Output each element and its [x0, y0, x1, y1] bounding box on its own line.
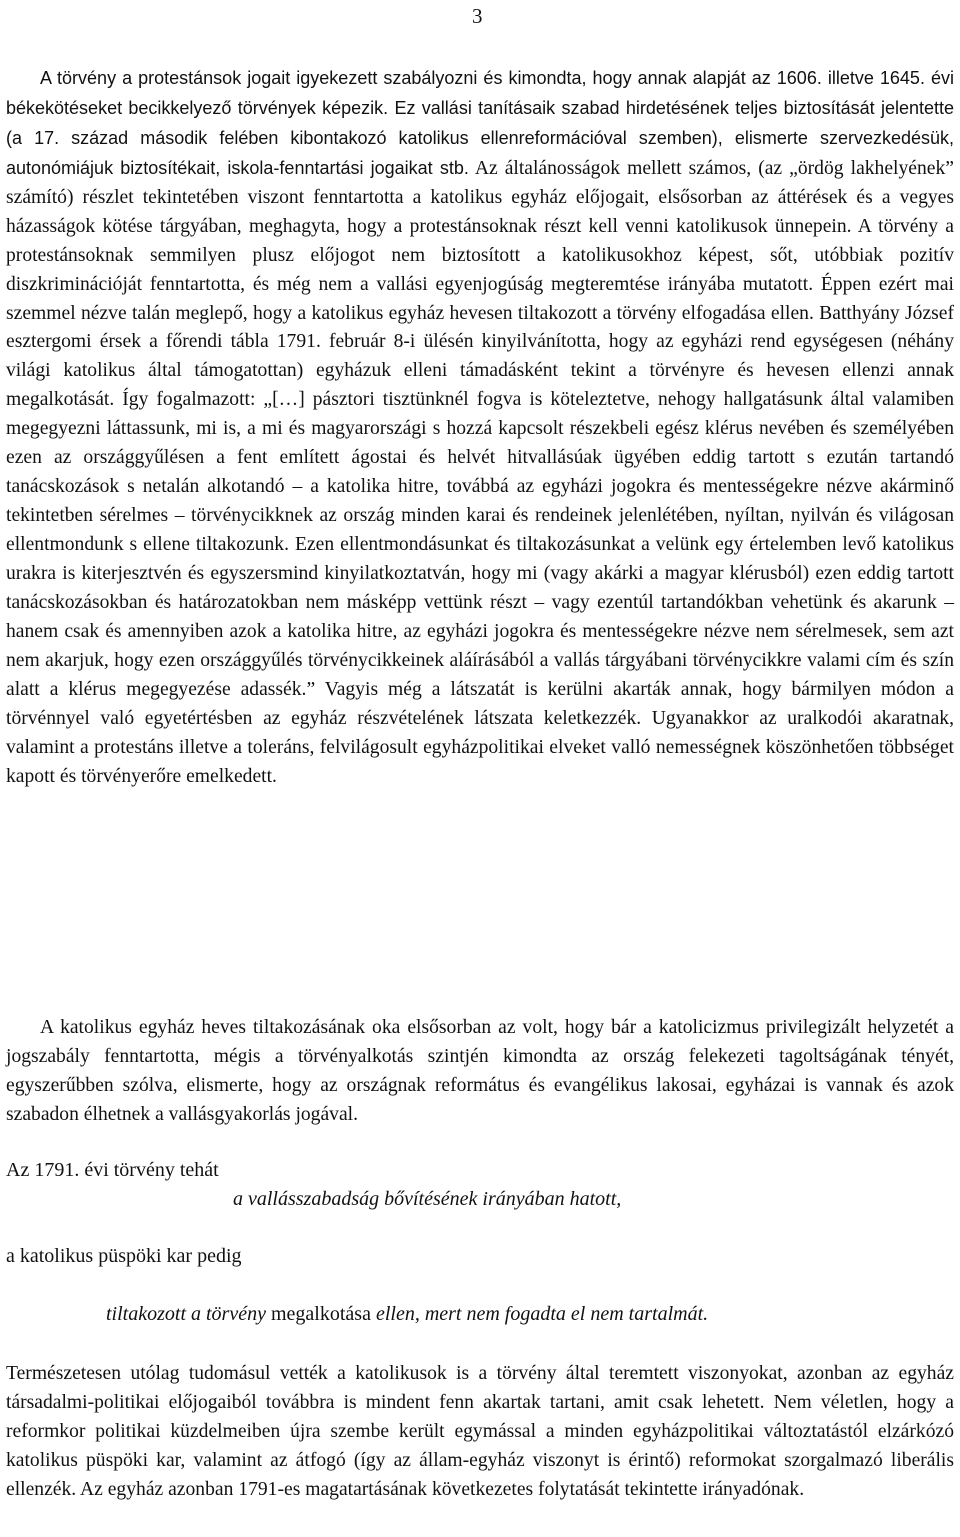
conclusion-line-4-rest: ellen, mert nem fogadta el nem tartalmát. [375, 1303, 709, 1325]
paragraph-1-serif-part: Az általánosságok mellett számos, (az „ördög lakhelyének” számító) részlet tekintetében viszont fenntartotta a katolikus egyház előjogait, elsősorban az áttérések és a vegyes házasságok kötése tárgyában, meghagyta, hogy a protestánsoknak részt kell venni katolikusok ünnepein. A törvény a protestánsoknak semmilyen plusz előjogot nem biztosított a katolikusokhoz képest, sőt, utóbbiak pozitív diszkriminációját fenntartotta, és még nem a vallási egyenjogúság megteremtése irányába mutatott. Éppen ezért mai szemmel nézve talán meglepő, hogy a katolikus egyház hevesen tiltakozott a törvény elfogadása ellen. Batthyány József esztergomi érsek a főrendi tábla 1791. február 8-i ülésén kinyilvánította, hogy az egyházi rend egységesen (néhány világi katolikus által támogatottan) egyházuk elleni támadásként tekint a törvényre és hevesen ellenzi annak megalkotását. Így fogalmazott: „[…] pásztori tisztünknél fogva is köteleztetve, nehogy hallgatásunk által valamiben megegyezni láttassunk, mi is, a mi és magyarországi s hozzá kapcsolt részekbeli egész klérus nevében és személyében ezen az országgyűlésen a fent említett ágostai és helvét hitvallásúak ügyében eddig tartott s ezután tartandó tanácskozások s netalán alkotandó – a katolika hitre, továbbá az egyházi jogokra és mentességekre nézve akárminő tekintetben sérelmes – törvénycikknek az ország minden karai és rendeinek jelenlétében, nyíltan, nyilván és világosan ellentmondunk s ellene tiltakozunk. Ezen ellentmondásunkat és tiltakozásunkat a velünk egy értelemben levő katolikus urakra is kiterjesztvén és egyszersmind kinyilatkoztatván, hogy mi (vagy akárki a magyar klérusból) ezen eddig tartott tanácskozásokban és határozatokban nem másképp vettünk részt – vagy ezentúl tartandókban vehetünk és akarunk – hanem csak és amennyiben azok a katolika hitre, az egyházi jogokra és mentességekre nézve nem sérelmesek, sem azt nem akarjuk, hogy ezen országgyűlés törvénycikkeinek aláírásából a vallás tárgyábani törvénycikkre valami cím és szín alatt a klérus megegyezése adassék.” Vagyis még a látszatát is kerülni akarták annak, hogy bármilyen módon a törvénnyel való egyetértésben az egyház részvételének látszata keletkezzék. Ugyanakkor az uralkodói akaratnak, valamint a protestáns illetve a toleráns, felvilágosult egyházpolitikai elveket valló nemességnek köszönhetően többséget kapott és törvényerőre emelkedett. [6, 157, 954, 787]
conclusion-line-2: a vallásszabadság bővítésének irányában hatott, [233, 1188, 622, 1210]
conclusion-line-3: a katolikus püspöki kar pedig [6, 1245, 242, 1267]
paragraph-1 [6, 64, 954, 791]
paragraph-2: A katolikus egyház heves tiltakozásának oka elsősorban az volt, hogy bár a katolicizmus privilegizált helyzetét a jogszabály fenntartotta, mégis a törvényalkotás szintjén kimondta az ország felekezeti tagoltságának tényét, egyszerűbben szólva, elismerte, hogy az országnak református és evangélikus lakosai, egyházai is vannak és azok szabadon élhetnek a vallásgyakorlás jogával. [6, 1017, 954, 1125]
paragraph-1-sans-part: A törvény a protestánsok jogait igyekezett szabályozni és kimondta, hogy annak alapját az 1606. illetve 1645. évi békekötéseket becikkelyező törvények képezik. Ez vallási tanításaik szabad hirdetésének teljes biztosítását jelentette (a 17. század második felében kibontakozó katolikus ellenreformációval szemben), elismerte szervezkedésük, autonómiájuk biztosítékait, iskola-fenntartási jogaikat stb. [6, 68, 954, 178]
paragraph-3: Természetesen utólag tudomásul vették a katolikusok is a törvény által teremtett viszonyokat, azonban az egyház társadalmi-politikai előjogaiból továbbra is mindent fenn akartak tartani, amit csak lehetett. Nem véletlen, hogy a reformkor politikai küzdelmeiben újra szembe került egymással a minden egyházpolitikai változtatástól elzárkózó katolikus püspöki kar, valamint az átfogó (így az állam-egyház viszonyt is érintő) reformokat szorgalmazó liberális ellenzék. Az egyház azonban 1791-es magatartásának következetes folytatását tekintette irányadónak. [6, 1363, 954, 1500]
page-number: 3 [472, 4, 483, 28]
conclusion-line-1: Az 1791. évi törvény tehát [6, 1159, 219, 1181]
conclusion-line-4-upright: megalkotása [265, 1303, 376, 1325]
conclusion-line-4-italic: tiltakozott a törvény [106, 1303, 266, 1325]
conclusion-line-4 [106, 1303, 708, 1326]
